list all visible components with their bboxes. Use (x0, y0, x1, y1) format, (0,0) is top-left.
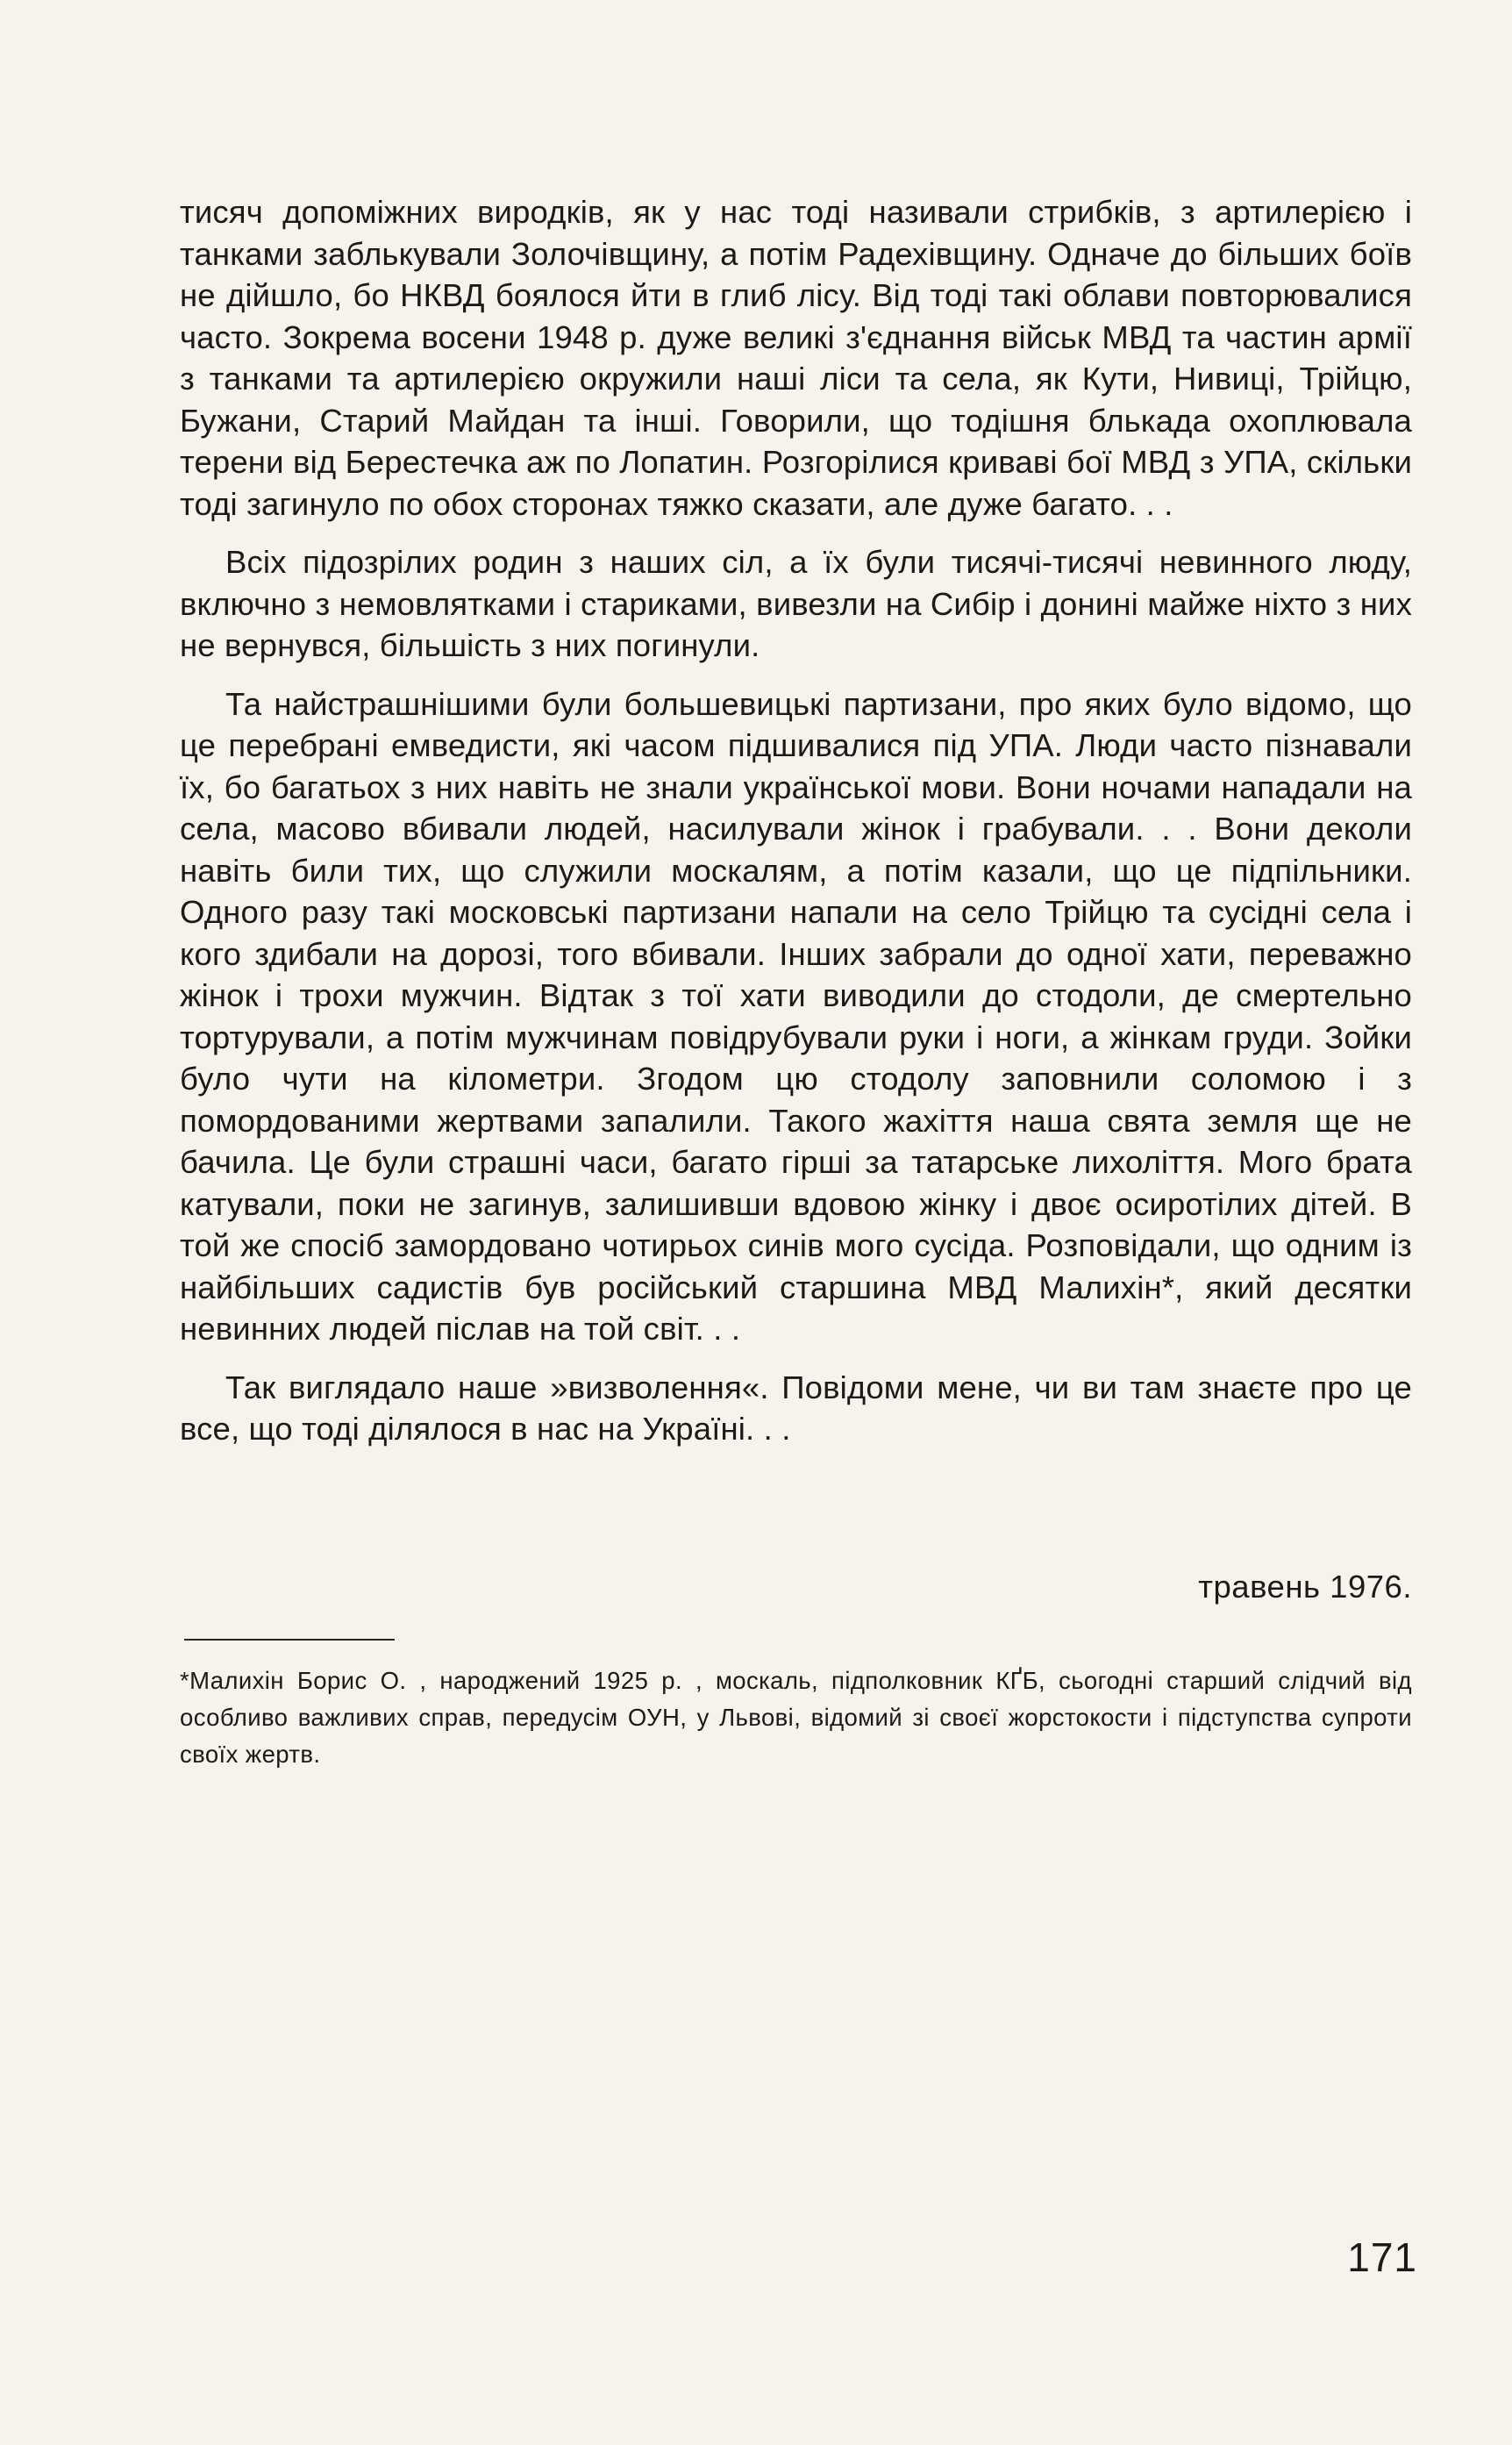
page-number: 171 (1347, 2234, 1417, 2280)
footnote: *Малихін Борис О. , народжений 1925 р. , москаль, підполковник КҐБ, сьогодні старший слідчий від особливо важливих справ, передусім ОУН, у Львові, відомий зі своєї жорстокости і підступства супроти своїх жертв. (180, 1667, 1412, 1768)
footnote-divider (184, 1639, 395, 1641)
letter-date: травень 1976. (1198, 1569, 1412, 1605)
paragraph: Так виглядало наше »визволення«. Повідоми мене, чи ви там знаєте про це все, що тоді ділялося в нас на Україні. . . (180, 1369, 1412, 1447)
paragraph: Та найстрашнішими були большевицькі партизани, про яких було відомо, що це перебрані емведисти, які часом підшивалися під УПА. Люди часто пізнавали їх, бо багатьох з них навіть не знали української мови. Вони ночами нападали на села, масово вбивали людей, насилували жінок і грабували. . . Вони деколи навіть били тих, що служили москалям, а потім казали, що це підпільники. Одного разу такі московські партизани напали на село Трійцю та сусідні села і кого здибали на дорозі, того вбивали. Інших забрали до одної хати, переважно жінок і трохи мужчин. Відтак з тої хати виводили до стодоли, де смертельно тортурували, а потім мужчинам повідрубували руки і ноги, а жінкам груди. Зойки було чути на кілометри. Згодом цю стодолу заповнили соломою і з помордованими жертвами запалили. Такого жахіття наша свята земля ще не бачила. Це були страшні часи, багато гірші за татарське лихоліття. Мого брата катували, поки не загинув, залишивши вдовою жінку і двоє осиротілих дітей. В той же спосіб замордовано чотирьох синів мого сусіда. Розповідали, що одним із найбільших садистів був російський старшина МВД Малихін*, який десятки невинних людей післав на той світ. . . (180, 685, 1412, 1347)
main-text (180, 191, 1412, 1467)
paragraph: тисяч допоміжних виродків, як у нас тоді називали стрибків, з артилерією і танками заблькували Золочівщину, а потім Радехівщину. Одначе до більших боїв не дійшло, бо НКВД боялося йти в глиб лісу. Від тоді такі облави повторювалися часто. Зокрема восени 1948 р. дуже великі з'єднання військ МВД та частин армії з танками та артилерією окружили наші ліси та села, як Кути, Нивиці, Трійцю, Бужани, Старий Майдан та інші. Говорили, що тодішня блькада охоплювала терени від Берестечка аж по Лопатин. Розгорілися криваві бої МВД з УПА, скільки тоді загинуло по обох сторонах тяжко сказати, але дуже багато. . . (180, 194, 1412, 522)
paragraph: Всіх підозрілих родин з наших сіл, а їх були тисячі-тисячі невинного люду, включно з немовлятками і стариками, вивезли на Сибір і донині майже ніхто з них не вернувся, більшість з них погинули. (180, 544, 1412, 663)
